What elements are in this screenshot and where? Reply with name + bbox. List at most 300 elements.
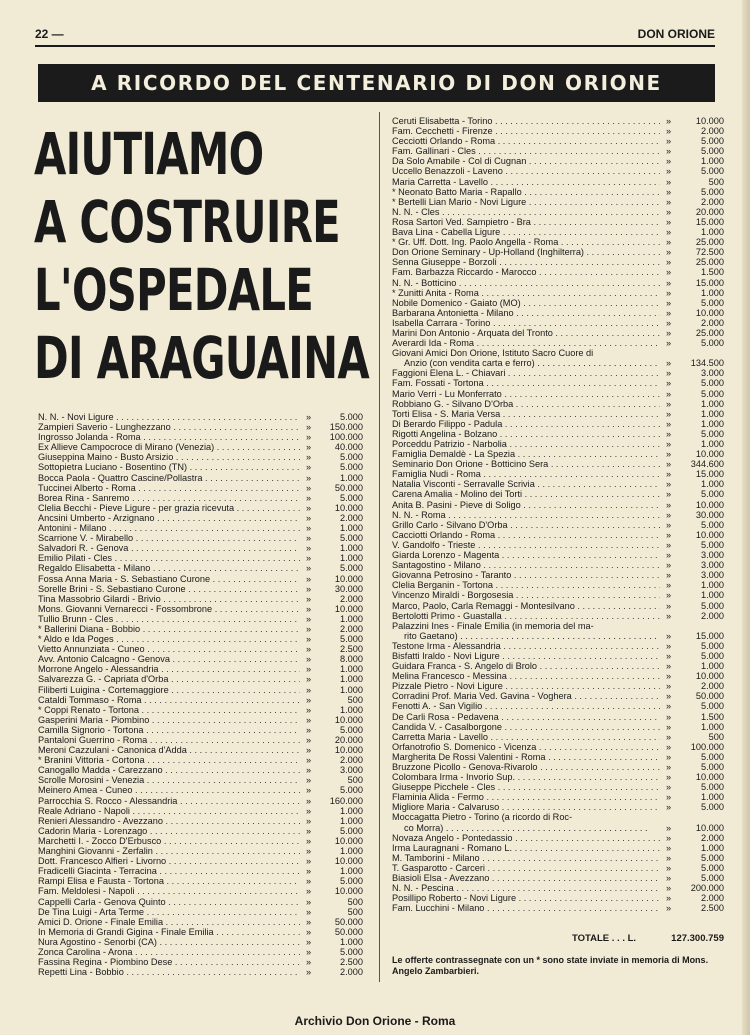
donor-name: Fossa Anna Maria - S. Sebastiano Curone . . . bbox=[38, 574, 300, 584]
donor-row bbox=[38, 957, 363, 967]
donor-row bbox=[392, 601, 724, 611]
donor-row bbox=[38, 685, 363, 695]
ditto-mark: » bbox=[666, 136, 672, 147]
donor-row bbox=[392, 389, 724, 399]
donor-name: Famiglia Demaldè - La Spezia . . . bbox=[392, 449, 660, 459]
donor-name: co Morra) . . . bbox=[404, 823, 660, 833]
donor-name: Testone Irma - Alessandria . . . bbox=[392, 641, 660, 651]
donor-name: Posillipo Roberto - Novi Ligure . . . bbox=[392, 893, 660, 903]
donor-name: Canogallo Madda - Carezzano . . . bbox=[38, 765, 300, 775]
donation-amount: 500 bbox=[347, 906, 363, 917]
donor-group bbox=[392, 641, 724, 813]
ditto-mark: » bbox=[666, 610, 672, 621]
ditto-mark: » bbox=[306, 694, 312, 705]
ditto-mark: » bbox=[306, 593, 312, 604]
donor-name: Bava Lina - Cabella Ligure . . . bbox=[392, 227, 660, 237]
donor-name: Maria Carretta - Lavello . . . bbox=[392, 177, 660, 187]
donor-row bbox=[392, 732, 724, 742]
donation-amount: 5.000 bbox=[340, 462, 363, 473]
donor-row bbox=[38, 735, 363, 745]
donation-amount: 1.000 bbox=[701, 439, 724, 449]
donation-amount: 1.000 bbox=[340, 472, 363, 483]
donor-name: Carretta Maria - Lavello . . . bbox=[392, 732, 660, 742]
ditto-mark: » bbox=[666, 257, 672, 268]
donor-name: Regaldo Elisabetta - Milano . . . bbox=[38, 563, 300, 573]
donor-row bbox=[392, 671, 724, 681]
donor-name: * Coppi Renato - Tortona . . . bbox=[38, 705, 300, 715]
donor-name: Tullio Brunn - Cles . . . bbox=[38, 614, 300, 624]
donor-name: * Aldo e Ida Poges . . . bbox=[38, 634, 300, 644]
donor-row bbox=[38, 483, 363, 493]
donation-amount: 10.000 bbox=[695, 671, 724, 682]
ditto-mark: » bbox=[666, 650, 672, 661]
donor-name: Manghini Giovanni - Zerfalin . . . bbox=[38, 846, 300, 856]
donation-amount: 5.000 bbox=[340, 563, 363, 574]
donor-name: Irma Lauragnani - Romano L. . . . bbox=[392, 843, 660, 853]
ditto-mark: » bbox=[306, 613, 312, 624]
donor-name: Barbarana Antonietta - Milano . . . bbox=[392, 308, 660, 318]
donor-row bbox=[392, 712, 724, 722]
donor-row bbox=[392, 177, 724, 187]
donor-row bbox=[392, 439, 724, 449]
donor-name: Fradicelli Giacinta - Terracina . . . bbox=[38, 866, 300, 876]
donor-row bbox=[38, 775, 363, 785]
donor-name: * Bertelli Lian Mario - Novi Ligure . . . bbox=[392, 197, 660, 207]
donor-name: Margherita De Rossi Valentini - Roma . . . bbox=[392, 752, 660, 762]
ditto-mark: » bbox=[306, 533, 312, 544]
donor-name: Giovani Amici Don Orione, Istituto Sacro Cuore di bbox=[392, 348, 594, 359]
donor-name: Bisfatti Iraldo - Novi Ligure . . . bbox=[392, 651, 660, 661]
page-edge-shadow bbox=[742, 0, 750, 1035]
donor-name: Averardi Ida - Roma . . . bbox=[392, 338, 660, 348]
ditto-mark: » bbox=[666, 449, 672, 460]
donor-row bbox=[392, 207, 724, 217]
donation-amount: 1.000 bbox=[701, 156, 724, 167]
donor-row bbox=[38, 594, 363, 604]
donor-row bbox=[38, 917, 363, 927]
ditto-mark: » bbox=[666, 186, 672, 197]
donor-name: Camilla Signorio - Tortona . . . bbox=[38, 725, 300, 735]
donor-name: Emilio Pilati - Cles . . . bbox=[38, 553, 300, 563]
ditto-mark: » bbox=[666, 580, 672, 591]
donor-row bbox=[392, 782, 724, 792]
ditto-mark: » bbox=[306, 795, 312, 806]
donor-row bbox=[392, 540, 724, 550]
donation-amount: 5.000 bbox=[701, 802, 724, 813]
donor-name: Migliore Maria - Calvaruso . . . bbox=[392, 802, 660, 812]
ditto-mark: » bbox=[666, 156, 672, 167]
donation-amount: 5.000 bbox=[701, 378, 724, 389]
donor-name: N. N. - Pescina . . . bbox=[392, 883, 660, 893]
donation-amount: 500 bbox=[708, 731, 724, 742]
donor-name: Bruzzone Picollo - Genova-Rivarolo . . . bbox=[392, 762, 660, 772]
ditto-mark: » bbox=[666, 903, 672, 914]
donor-name: rito Gaetano) . . . bbox=[404, 631, 660, 641]
donor-row bbox=[392, 722, 724, 732]
donation-amount: 5.000 bbox=[701, 146, 724, 157]
donor-row bbox=[392, 368, 724, 378]
donor-name: Da Solo Amabile - Col di Cugnan . . . bbox=[392, 156, 660, 166]
donor-row bbox=[38, 826, 363, 836]
donor-row bbox=[38, 674, 363, 684]
ditto-mark: » bbox=[666, 519, 672, 530]
donor-name: Fam. Gallinari - Cles . . . bbox=[392, 146, 660, 156]
donation-amount: 1.000 bbox=[340, 543, 363, 554]
ditto-mark: » bbox=[666, 327, 672, 338]
donation-amount: 3.000 bbox=[701, 550, 724, 561]
donor-row bbox=[392, 348, 724, 368]
donor-name: Nura Agostino - Senorbi (CA) . . . bbox=[38, 937, 300, 947]
donation-amount: 30.000 bbox=[334, 583, 363, 594]
donor-row bbox=[38, 634, 363, 644]
donor-name: Ex Allieve Campocroce di Mirano (Venezia) . . . bbox=[38, 442, 300, 452]
donor-row bbox=[38, 755, 363, 765]
donor-name: Grillo Carlo - Silvano D'Orba . . . bbox=[392, 520, 660, 530]
donor-row bbox=[392, 399, 724, 409]
ditto-mark: » bbox=[666, 408, 672, 419]
ditto-mark: » bbox=[306, 553, 312, 564]
donor-name: Palazzini Ines - Finale Emilia (in memoria del ma- bbox=[392, 620, 594, 631]
donor-name: Meinero Amea - Cuneo . . . bbox=[38, 785, 300, 795]
donor-name: Bocca Paola - Quattro Cascine/Pollastra . . . bbox=[38, 473, 300, 483]
ditto-mark: » bbox=[306, 815, 312, 826]
donation-amount: 10.000 bbox=[695, 822, 724, 833]
ditto-mark: » bbox=[666, 862, 672, 873]
donor-row bbox=[38, 836, 363, 846]
donor-row bbox=[392, 136, 724, 146]
donor-name: Cadorin Maria - Lorenzago . . . bbox=[38, 826, 300, 836]
donor-name: Fam. Cecchetti - Firenze . . . bbox=[392, 126, 660, 136]
donor-row bbox=[392, 166, 724, 176]
ditto-mark: » bbox=[666, 126, 672, 137]
headline-line: L'OSPEDALE bbox=[34, 256, 314, 324]
donor-row bbox=[392, 247, 724, 257]
donation-amount: 30.000 bbox=[695, 509, 724, 520]
page-number: 22 — bbox=[35, 27, 64, 41]
donor-name: Rampi Elisa e Fausta - Tortona . . . bbox=[38, 876, 300, 886]
donation-amount: 1.000 bbox=[340, 704, 363, 715]
donor-name: Giovanna Petrosino - Taranto . . . bbox=[392, 570, 660, 580]
donation-amount: 3.000 bbox=[701, 368, 724, 379]
donation-amount: 5.000 bbox=[340, 533, 363, 544]
ditto-mark: » bbox=[666, 267, 672, 278]
donor-name: V. Gandolfo - Trieste . . . bbox=[392, 540, 660, 550]
donation-amount: 25.000 bbox=[695, 237, 724, 248]
donor-name: Borea Rina - Sanremo . . . bbox=[38, 493, 300, 503]
donor-name: Famiglia Nudi - Roma . . . bbox=[392, 469, 660, 479]
donor-name: N. N. - Botticino . . . bbox=[392, 278, 660, 288]
ditto-mark: » bbox=[666, 590, 672, 601]
donor-row bbox=[392, 237, 724, 247]
right-donor-list bbox=[392, 116, 724, 913]
donor-row bbox=[38, 644, 363, 654]
donor-name: Marini Don Antonio - Arquata del Tronto . . . bbox=[392, 328, 660, 338]
donation-amount: 10.000 bbox=[695, 449, 724, 460]
donation-amount: 5.000 bbox=[701, 762, 724, 772]
ditto-mark: » bbox=[666, 772, 672, 783]
donor-row bbox=[392, 742, 724, 752]
ditto-mark: » bbox=[666, 277, 672, 288]
headline-line: A COSTRUIRE bbox=[34, 188, 340, 256]
donation-amount: 10.000 bbox=[334, 502, 363, 513]
donor-row bbox=[38, 937, 363, 947]
donation-amount: 10.000 bbox=[334, 745, 363, 756]
donation-amount: 2.500 bbox=[340, 644, 363, 655]
donation-amount: 10.000 bbox=[695, 772, 724, 783]
donation-amount: 2.000 bbox=[701, 832, 724, 843]
donation-amount: 5.000 bbox=[340, 825, 363, 836]
donation-amount: 5.000 bbox=[701, 388, 724, 399]
donor-name: Salvarezza G. - Capriata d'Orba . . . bbox=[38, 674, 300, 684]
donor-name: Zampieri Saverio - Lunghezzano . . . bbox=[38, 422, 300, 432]
donation-amount: 5.000 bbox=[701, 873, 724, 884]
ditto-mark: » bbox=[666, 509, 672, 520]
donor-row bbox=[38, 765, 363, 775]
donor-row bbox=[392, 308, 724, 318]
donor-name: Cecciotti Orlando - Roma . . . bbox=[392, 136, 660, 146]
donation-amount: 100.000 bbox=[329, 432, 363, 443]
memorial-note: Le offerte contrassegnate con un * sono state inviate in memoria di Mons. Angelo Zambarbieri. bbox=[392, 955, 709, 976]
donation-amount: 1.000 bbox=[701, 227, 724, 238]
donor-row bbox=[392, 621, 724, 641]
ditto-mark: » bbox=[666, 418, 672, 429]
ditto-mark: » bbox=[666, 832, 672, 843]
donation-amount: 5.000 bbox=[701, 852, 724, 863]
donation-amount: 3.000 bbox=[701, 560, 724, 571]
donor-row bbox=[38, 442, 363, 452]
donor-name: Reale Adriano - Napoli . . . bbox=[38, 806, 300, 816]
donation-amount: 5.000 bbox=[701, 338, 724, 349]
donor-row bbox=[392, 792, 724, 802]
donor-name: Giarda Lorenzo - Magenta . . . bbox=[392, 550, 660, 560]
donor-name: N. N. - Cles . . . bbox=[392, 207, 660, 217]
donor-row bbox=[38, 533, 363, 543]
donation-amount: 2.000 bbox=[340, 623, 363, 634]
donor-name: Sorelle Brini - S. Sebastiano Curone . . . bbox=[38, 584, 300, 594]
donor-name: Fenotti A. - San Vigilio . . . bbox=[392, 701, 660, 711]
ditto-mark: » bbox=[306, 785, 312, 796]
donor-name: Cataldi Tommaso - Roma . . . bbox=[38, 695, 300, 705]
donor-name: Giuseppe Picchele - Cles . . . bbox=[392, 782, 660, 792]
donor-row bbox=[38, 907, 363, 917]
ditto-mark: » bbox=[306, 846, 312, 857]
donor-name: Don Orione Seminary - Up-Holland (Inghilterra) . . . bbox=[392, 247, 660, 257]
ditto-mark: » bbox=[666, 317, 672, 328]
donation-amount: 5.000 bbox=[701, 862, 724, 873]
donor-name: Mons. Giovanni Vernarecci - Fossombrone . . . bbox=[38, 604, 300, 614]
ditto-mark: » bbox=[666, 307, 672, 318]
donor-name: Santagostino - Milano . . . bbox=[392, 560, 660, 570]
donor-row bbox=[38, 624, 363, 634]
donor-row bbox=[38, 503, 363, 513]
donor-row bbox=[38, 432, 363, 442]
donation-amount: 2.000 bbox=[340, 593, 363, 604]
donor-name: Fam. Barbazza Riccardo - Marocco . . . bbox=[392, 267, 660, 277]
column-divider bbox=[379, 112, 380, 982]
ditto-mark: » bbox=[306, 654, 312, 665]
donor-row bbox=[38, 422, 363, 432]
donor-name: Parrocchia S. Rocco - Alessandria . . . bbox=[38, 796, 300, 806]
ditto-mark: » bbox=[306, 896, 312, 907]
donor-row bbox=[38, 523, 363, 533]
donor-row bbox=[392, 278, 724, 288]
donor-name: Ingrosso Jolanda - Roma . . . bbox=[38, 432, 300, 442]
ditto-mark: » bbox=[666, 640, 672, 651]
ditto-mark: » bbox=[666, 539, 672, 550]
donor-name: Cappelli Carla - Genova Quinto . . . bbox=[38, 897, 300, 907]
donation-amount: 5.000 bbox=[340, 876, 363, 887]
ditto-mark: » bbox=[306, 714, 312, 725]
donor-name: Carena Amalia - Molino dei Torti . . . bbox=[392, 489, 660, 499]
donor-row bbox=[392, 217, 724, 227]
donor-row bbox=[392, 489, 724, 499]
donation-amount: 5.000 bbox=[701, 136, 724, 147]
ditto-mark: » bbox=[666, 206, 672, 217]
donation-amount: 5.000 bbox=[701, 166, 724, 177]
donation-amount: 1.000 bbox=[340, 846, 363, 857]
donation-amount: 2.000 bbox=[701, 317, 724, 328]
donor-name: Melina Francesco - Messina . . . bbox=[392, 671, 660, 681]
ditto-mark: » bbox=[306, 745, 312, 756]
donation-amount: 5.000 bbox=[701, 751, 724, 762]
donor-name: Marco, Paolo, Carla Remaggi - Montesilvano . . . bbox=[392, 601, 660, 611]
ditto-mark: » bbox=[306, 644, 312, 655]
donor-name: Senna Giuseppe - Borzoli . . . bbox=[392, 257, 660, 267]
donation-amount: 2.500 bbox=[701, 903, 724, 914]
donor-name: * Zunitti Anita - Roma . . . bbox=[392, 288, 660, 298]
ditto-mark: » bbox=[666, 630, 672, 641]
donor-row bbox=[392, 843, 724, 853]
donation-amount: 10.000 bbox=[334, 856, 363, 867]
donor-row bbox=[38, 473, 363, 483]
ditto-mark: » bbox=[666, 782, 672, 793]
donor-name: De Tina Luigi - Arta Terme . . . bbox=[38, 907, 300, 917]
ditto-mark: » bbox=[666, 600, 672, 611]
donation-amount: 1.500 bbox=[701, 267, 724, 278]
ditto-mark: » bbox=[306, 563, 312, 574]
donation-amount: 72.500 bbox=[695, 247, 724, 258]
donor-name: Scrolle Morosini - Venezia . . . bbox=[38, 775, 300, 785]
donor-row bbox=[38, 796, 363, 806]
donor-row bbox=[392, 257, 724, 267]
ditto-mark: » bbox=[666, 560, 672, 571]
donor-row bbox=[392, 419, 724, 429]
ditto-mark: » bbox=[306, 886, 312, 897]
donor-row bbox=[38, 584, 363, 594]
donation-amount: 2.000 bbox=[701, 893, 724, 904]
ditto-mark: » bbox=[666, 358, 672, 369]
donor-name: Salvadori R. - Genova . . . bbox=[38, 543, 300, 553]
donation-amount: 50.000 bbox=[334, 926, 363, 937]
donation-amount: 1.000 bbox=[701, 287, 724, 298]
donation-amount: 5.000 bbox=[340, 452, 363, 463]
donor-row bbox=[392, 530, 724, 540]
ditto-mark: » bbox=[306, 755, 312, 766]
donor-row bbox=[38, 886, 363, 896]
donor-name: Natalia Visconti - Serravalle Scrivia . . . bbox=[392, 479, 660, 489]
donor-name-continued bbox=[392, 358, 724, 368]
donor-row bbox=[392, 762, 724, 772]
donation-amount: 1.000 bbox=[340, 805, 363, 816]
donor-name: Colombara Irma - Invorio Sup. . . . bbox=[392, 772, 660, 782]
donation-amount: 1.000 bbox=[701, 792, 724, 803]
donor-row bbox=[392, 328, 724, 338]
ditto-mark: » bbox=[666, 873, 672, 884]
donor-name: Tuccinei Alberto - Roma . . . bbox=[38, 483, 300, 493]
ditto-mark: » bbox=[306, 835, 312, 846]
donor-row bbox=[38, 866, 363, 876]
donor-row bbox=[38, 462, 363, 472]
donation-amount: 1.000 bbox=[701, 408, 724, 419]
ditto-mark: » bbox=[306, 603, 312, 614]
donor-name: Filiberti Luigina - Cortemaggiore . . . bbox=[38, 685, 300, 695]
ditto-mark: » bbox=[666, 681, 672, 692]
total-value: 127.300.759 bbox=[671, 933, 724, 944]
donor-row bbox=[392, 833, 724, 843]
donor-row bbox=[392, 580, 724, 590]
donation-amount: 50.000 bbox=[695, 691, 724, 702]
running-header bbox=[35, 27, 715, 43]
donation-amount: 500 bbox=[347, 694, 363, 705]
ditto-mark: » bbox=[666, 802, 672, 813]
ditto-mark: » bbox=[306, 573, 312, 584]
donor-name: Fam. Meldolesi - Napoli . . . bbox=[38, 886, 300, 896]
donor-row bbox=[392, 570, 724, 580]
donor-row bbox=[392, 227, 724, 237]
donor-row bbox=[392, 469, 724, 479]
donor-row bbox=[38, 745, 363, 755]
donation-amount: 5.000 bbox=[701, 782, 724, 793]
donation-amount: 5.000 bbox=[701, 428, 724, 439]
ditto-mark: » bbox=[666, 721, 672, 732]
donor-row bbox=[392, 883, 724, 893]
ditto-mark: » bbox=[666, 368, 672, 379]
donation-amount: 15.000 bbox=[695, 216, 724, 227]
ditto-mark: » bbox=[666, 398, 672, 409]
ditto-mark: » bbox=[306, 957, 312, 968]
donor-name: * Branini Vittoria - Cortona . . . bbox=[38, 755, 300, 765]
donor-row bbox=[392, 510, 724, 520]
ditto-mark: » bbox=[306, 664, 312, 675]
donation-amount: 5.000 bbox=[701, 650, 724, 661]
donor-name: Anzio (con vendita carta e ferro) . . . bbox=[404, 358, 660, 368]
donation-amount: 10.000 bbox=[334, 835, 363, 846]
donor-row bbox=[38, 412, 363, 422]
ditto-mark: » bbox=[666, 701, 672, 712]
total-row bbox=[392, 933, 724, 945]
ditto-mark: » bbox=[306, 523, 312, 534]
donor-name: Scarrione V. - Mirabello . . . bbox=[38, 533, 300, 543]
donor-row bbox=[38, 452, 363, 462]
ditto-mark: » bbox=[306, 432, 312, 443]
donor-row bbox=[392, 893, 724, 903]
donor-row bbox=[392, 853, 724, 863]
donation-amount: 1.000 bbox=[701, 398, 724, 409]
donation-amount: 40.000 bbox=[334, 442, 363, 453]
donor-row bbox=[38, 846, 363, 856]
donation-amount: 5.000 bbox=[340, 785, 363, 796]
ditto-mark: » bbox=[306, 462, 312, 473]
donor-name: * Ballerini Diana - Bobbio . . . bbox=[38, 624, 300, 634]
donation-amount: 5.000 bbox=[701, 297, 724, 308]
donation-amount: 5.000 bbox=[340, 634, 363, 645]
headline-line: AIUTIAMO bbox=[34, 120, 264, 188]
donor-name: Meroni Cazzulani - Canonica d'Adda . . . bbox=[38, 745, 300, 755]
donation-amount: 1.000 bbox=[701, 661, 724, 672]
ditto-mark: » bbox=[666, 550, 672, 561]
centenary-banner: A RICORDO DEL CENTENARIO DI DON ORIONE bbox=[38, 64, 715, 102]
donor-row bbox=[392, 378, 724, 388]
